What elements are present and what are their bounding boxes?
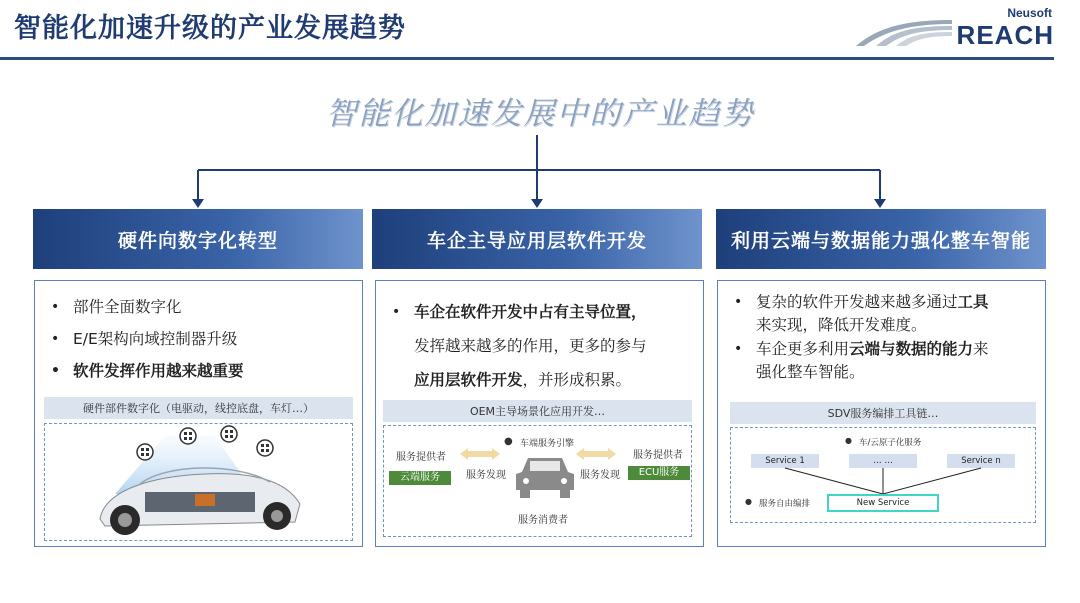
bullet-line: ，并形成积累。 bbox=[522, 371, 632, 389]
chip-icon bbox=[221, 426, 237, 442]
car-icon bbox=[514, 454, 576, 500]
column-header-hardware: 硬件向数字化转型 bbox=[33, 209, 363, 269]
atomic-services-label: 车/云原子化服务 bbox=[859, 438, 922, 448]
bullet-bold-text: 工具 bbox=[957, 293, 989, 311]
service-consumer-label: 服务消费者 bbox=[518, 515, 568, 526]
service-orchestration-panel bbox=[730, 427, 1036, 523]
ecu-service-badge: ECU服务 bbox=[628, 466, 690, 480]
service-ellipsis-box: … … bbox=[849, 454, 917, 468]
bullet-bold-text: 应用层软件开发 bbox=[414, 371, 523, 389]
page-title: 智能化加速升级的产业发展趋势 bbox=[14, 13, 406, 44]
provider-right-label: 服务提供者 bbox=[633, 450, 683, 461]
bullet-text: 来实现，降低开发难度。 bbox=[756, 316, 927, 334]
vehicle-service-engine-label: 车端服务引擎 bbox=[520, 439, 575, 449]
free-orchestration-label: 服务自由编排 bbox=[759, 499, 811, 509]
bullet-item: • 软件发挥作用越来越重要 bbox=[49, 355, 348, 387]
hardware-band-label: 硬件部件数字化（电驱动，线控底盘，车灯…） bbox=[44, 397, 353, 419]
bullet-dot: ● bbox=[845, 436, 852, 445]
car-chassis-illustration bbox=[45, 424, 351, 539]
double-arrow-icon bbox=[576, 448, 616, 460]
bullet-text: 车企更多利用 bbox=[756, 340, 850, 358]
bullet-item bbox=[732, 338, 1031, 384]
service-discovery-left-label: 服务发现 bbox=[466, 470, 506, 481]
oem-band-label: OEM主导场景化应用开发… bbox=[383, 400, 692, 422]
logo-reach-text: REACH bbox=[956, 20, 1054, 50]
center-title: 智能化加速发展中的产业趋势 bbox=[325, 96, 755, 132]
column-header-cloud-data: 利用云端与数据能力强化整车智能 bbox=[716, 209, 1046, 269]
bullet-item: • 部件全面数字化 bbox=[49, 291, 348, 323]
column-header-oem-software: 车企主导应用层软件开发 bbox=[372, 209, 702, 269]
bullet-line: 发挥越来越多的作用，更多的参与 bbox=[414, 337, 647, 355]
bullet-bold-text: 云端与数据的能力 bbox=[849, 340, 974, 358]
bullet-item bbox=[390, 295, 689, 397]
chip-icon bbox=[137, 444, 153, 460]
logo-neusoft-text: Neusoft bbox=[1007, 6, 1052, 20]
bullet-dot: ● bbox=[504, 436, 513, 447]
soa-diagram-panel bbox=[383, 425, 692, 537]
bullet-text: 强化整车智能。 bbox=[756, 363, 865, 381]
bullet-dot: ● bbox=[745, 497, 752, 506]
service-1-box: Service 1 bbox=[751, 454, 819, 468]
column-box-cloud-data bbox=[717, 280, 1046, 547]
bullet-item bbox=[732, 291, 1031, 337]
column-box-hardware bbox=[34, 280, 363, 547]
chip-icon bbox=[257, 440, 273, 456]
cloud-service-badge: 云端服务 bbox=[389, 471, 451, 485]
column-box-oem-software bbox=[375, 280, 704, 547]
bullet-text: 来 bbox=[973, 340, 989, 358]
bullet-text: 复杂的软件开发越来越多通过 bbox=[756, 293, 958, 311]
provider-left-label: 服务提供者 bbox=[396, 452, 446, 463]
new-service-box: New Service bbox=[827, 494, 939, 512]
service-discovery-right-label: 服务发现 bbox=[580, 470, 620, 481]
double-arrow-icon bbox=[460, 448, 500, 460]
service-n-box: Service n bbox=[947, 454, 1015, 468]
swoosh-logo-icon bbox=[854, 18, 954, 48]
sdv-band-label: SDV服务编排工具链… bbox=[730, 402, 1036, 424]
chip-icon bbox=[180, 428, 196, 444]
title-divider bbox=[0, 57, 1054, 60]
bullet-item: • E/E架构向域控制器升级 bbox=[49, 323, 348, 355]
neusoft-reach-logo bbox=[854, 6, 1054, 48]
hardware-image-panel bbox=[44, 423, 353, 541]
bullet-line: 车企在软件开发中占有主导位置， bbox=[414, 303, 647, 321]
